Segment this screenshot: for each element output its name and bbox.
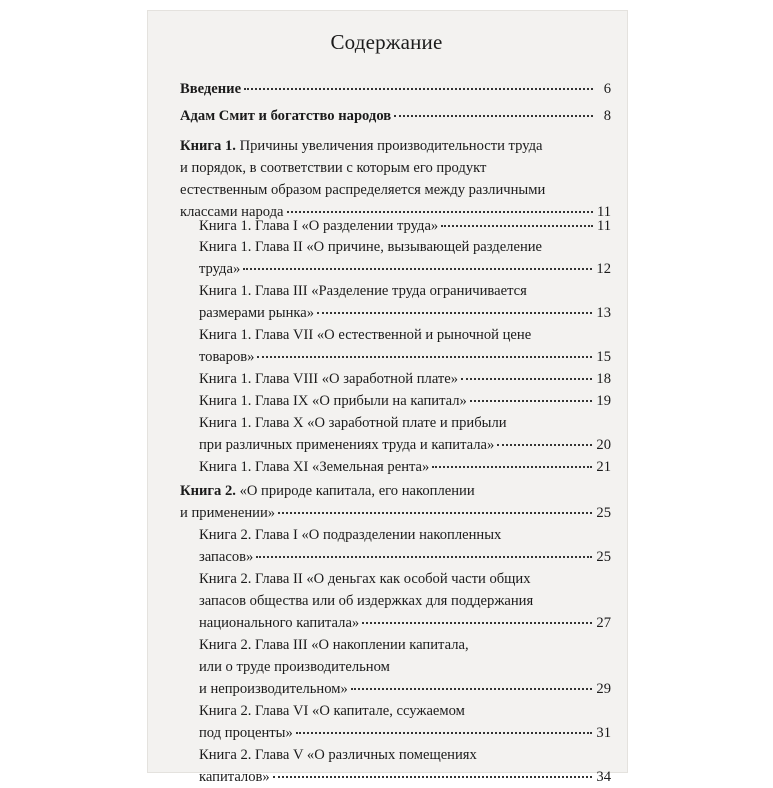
toc-entry-text: Книга 1. Причины увеличения производительности труда [180,138,543,154]
toc-entry[interactable] [180,135,611,223]
toc-page-number: 11 [596,218,611,234]
toc-entry[interactable] [199,368,611,390]
toc-entry[interactable] [199,634,611,700]
toc-page-number: 25 [596,505,611,521]
toc-entry[interactable] [180,78,611,100]
dot-leader [296,731,593,734]
dot-leader [394,114,593,117]
toc-entry-text: при различных применениях труда и капитала» [199,437,495,453]
toc-entry-text: Книга 1. Глава IX «О прибыли на капитал» [199,393,467,409]
toc-entry-text: и непроизводительном» [199,681,348,697]
dot-leader [461,377,592,380]
toc-entry[interactable] [180,480,611,524]
toc-entry-text: капиталов» [199,769,270,785]
toc-entry[interactable] [199,524,611,568]
toc-entry[interactable] [199,390,611,412]
toc-entry-text: национального капитала» [199,615,360,631]
toc-entry[interactable] [199,568,611,634]
toc-entry-text: труда» [199,261,241,277]
toc-entry-text: Книга 2. «О природе капитала, его накоплении [180,483,475,499]
toc-entry[interactable] [199,412,611,456]
toc-entry-text: Книга 1. Глава II «О причине, вызывающей разделение [199,239,543,255]
dot-leader [273,775,593,778]
toc-page-number: 27 [596,615,611,631]
toc-page-number: 21 [596,459,611,475]
toc-entry[interactable] [199,324,611,368]
toc-page-number: 6 [603,81,611,97]
toc-page-number: 18 [596,371,611,387]
toc-entry-text: Книга 2. Глава III «О накоплении капитала, [199,637,469,653]
toc-entry-text: Книга 1. Глава VIII «О заработной плате» [199,371,459,387]
dot-leader [287,210,593,213]
toc-entry[interactable] [199,744,611,788]
dot-leader [278,511,592,514]
toc-entry-text: Книга 2. Глава II «О деньгах как особой части общих [199,571,531,587]
toc-entry-text: и порядок, в соответствии с которым его продукт [180,160,487,176]
toc-page-number: 34 [596,769,611,785]
toc-page-number: 29 [596,681,611,697]
dot-leader [441,224,593,227]
toc-entry-text: естественным образом распределяется между различными [180,182,546,198]
toc-entry-text: Книга 2. Глава V «О различных помещениях [199,747,477,763]
toc-entry[interactable] [199,215,611,237]
dot-leader [244,87,593,90]
dot-leader [243,267,592,270]
toc-entry-text: товаров» [199,349,255,365]
toc-entry-text: Книга 2. Глава I «О подразделении накопленных [199,527,502,543]
toc-entry-text: Адам Смит и богатство народов [180,108,392,124]
dot-leader [317,311,592,314]
toc-entry-text: Книга 1. Глава X «О заработной плате и прибыли [199,415,507,431]
toc-page-number: 25 [596,549,611,565]
toc-page-number: 12 [596,261,611,277]
toc-entry-text: Книга 1. Глава III «Разделение труда ограничивается [199,283,527,299]
dot-leader [432,465,592,468]
dot-leader [362,621,592,624]
toc-entry-text: или о труде производительном [199,659,390,675]
toc-entry-text: Книга 1. Глава VII «О естественной и рыночной цене [199,327,532,343]
toc-page-number: 13 [596,305,611,321]
dot-leader [256,555,592,558]
toc-entry-text: Книга 1. Глава I «О разделении труда» [199,218,439,234]
toc-entry-text: запасов общества или об издержках для поддержания [199,593,534,609]
dot-leader [257,355,592,358]
toc-entry[interactable] [199,456,611,478]
dot-leader [351,687,593,690]
toc-entry-text: классами народа [180,204,284,220]
toc-entry[interactable] [199,280,611,324]
toc-entry-text: и применении» [180,505,276,521]
toc-entry-text: под проценты» [199,725,293,741]
toc-page-number: 19 [596,393,611,409]
dot-leader [497,443,592,446]
toc-entry-text: Книга 1. Глава XI «Земельная рента» [199,459,430,475]
toc-page-number: 15 [596,349,611,365]
toc-page-number: 11 [596,204,611,220]
dot-leader [470,399,593,402]
toc-entry[interactable] [180,105,611,127]
page-title: Содержание [330,30,443,54]
toc-entry-text: Книга 2. Глава VI «О капитале, ссужаемом [199,703,465,719]
toc-page-number: 20 [596,437,611,453]
toc-entry-text: запасов» [199,549,254,565]
toc-page-number: 31 [596,725,611,741]
toc-page-number: 8 [603,108,611,124]
toc-entry[interactable] [199,700,611,744]
toc-entry[interactable] [199,236,611,280]
toc-entry-text: Введение [180,81,242,97]
toc-entry-text: размерами рынка» [199,305,315,321]
